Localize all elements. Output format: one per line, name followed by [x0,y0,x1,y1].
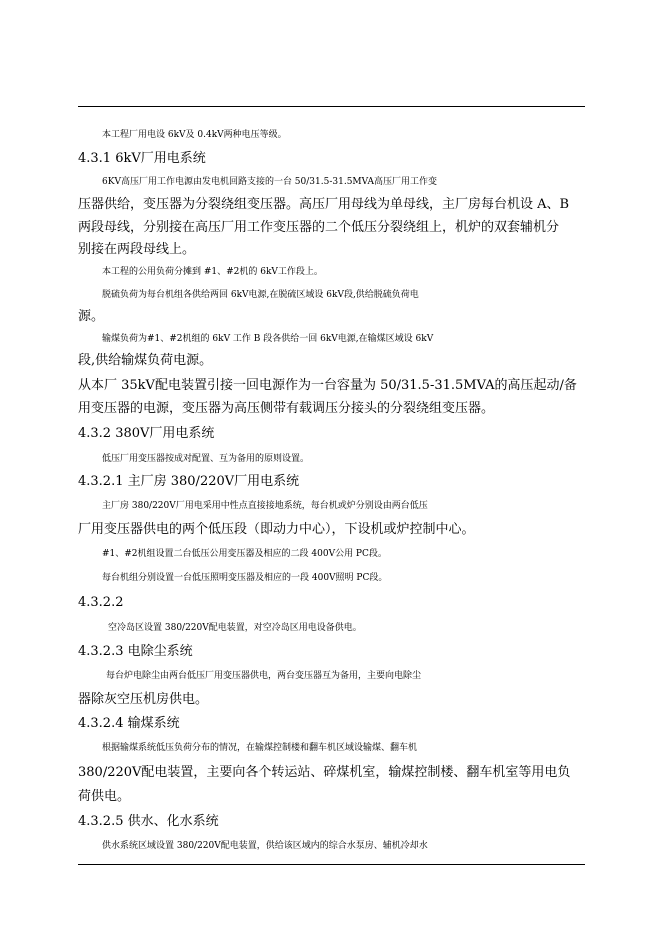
paragraph-line: 用变压器的电源，变压器为高压侧带有载调压分接头的分裂绕组变压器。 [78,401,495,416]
paragraph-line: 根据输煤系统低压负荷分布的情况，在输煤控制楼和翻车机区域设输煤、翻车机 [102,743,418,753]
section-heading: 4.3.2.5 供水、化水系统 [78,814,219,829]
paragraph-line: 段,供给输煤负荷电源。 [78,353,213,368]
paragraph-line: 主厂房 380/220V厂用电采用中性点直接接地系统，每台机或炉分别设由两台低压 [102,501,428,511]
paragraph-line: 源。 [78,309,105,324]
section-heading: 4.3.2.3 电除尘系统 [78,644,193,659]
paragraph-line: 输煤负荷为#1、#2机组的 6kV 工作 B 段各供给一回 6kV电源,在输煤区域设 6kV [102,334,434,344]
paragraph-line: #1、#2机组设置二台低压公用变压器及相应的二段 400V公用 PC段。 [102,549,387,559]
section-heading: 4.3.2.4 输煤系统 [78,716,180,731]
paragraph-line: 荷供电。 [78,789,131,804]
paragraph-line: 本工程厂用电设 6kV及 0.4kV两种电压等级。 [102,130,287,140]
paragraph-line: 两段母线，分别接在高压厂用工作变压器的二个低压分裂绕组上，机炉的双套辅机分 [78,220,560,235]
paragraph-line: 每台炉电除尘由两台低压厂用变压器供电，两台变压器互为备用，主要向电除尘 [106,671,422,681]
paragraph-line: 从本厂 35kV配电装置引接一回电源作为一台容量为 50/31.5-31.5MVA的高压起动/备 [78,378,577,393]
paragraph-line: 脱硫负荷为每台机组各供给两回 6kV电源,在脱硫区域设 6kV段,供给脱硫负荷电 [102,290,419,300]
paragraph-line: 每台机组分别设置一台低压照明变压器及相应的一段 400V照明 PC段。 [102,573,388,583]
section-heading: 4.3.2.2 [78,595,124,610]
section-heading: 4.3.2.1 主厂房 380/220V厂用电系统 [78,474,300,489]
header-rule [78,106,585,107]
paragraph-line: 厂用变压器供电的两个低压段（即动力中心），下设机或炉控制中心。 [78,522,475,537]
paragraph-line: 器除灰空压机房供电。 [78,692,209,707]
paragraph-line: 6KV高压厂用工作电源由发电机回路支接的一台 50/31.5-31.5MVA高压厂用工作变 [102,177,438,187]
section-heading: 4.3.2 380V厂用电系统 [78,426,215,441]
paragraph-line: 别接在两段母线上。 [78,242,196,257]
paragraph-line: 压器供给，变压器为分裂绕组变压器。高压厂用母线为单母线，主厂房每台机设 A、B [78,197,570,212]
paragraph-line: 380/220V配电装置，主要向各个转运站、碎煤机室，输煤控制楼、翻车机室等用电负 [78,765,571,780]
paragraph-line: 低压厂用变压器按成对配置、互为备用的原则设置。 [102,454,310,464]
paragraph-line: 供水系统区域设置 380/220V配电装置，供给该区域内的综合水泵房、辅机冷却水 [102,841,428,851]
paragraph-line: 本工程的公用负荷分摊到 #1、#2机的 6kV工作段上。 [102,267,323,277]
section-heading: 4.3.1 6kV厂用电系统 [78,151,206,166]
footer-rule [78,864,585,865]
paragraph-line: 空冷岛区设置 380/220V配电装置，对空冷岛区用电设备供电。 [108,623,362,633]
